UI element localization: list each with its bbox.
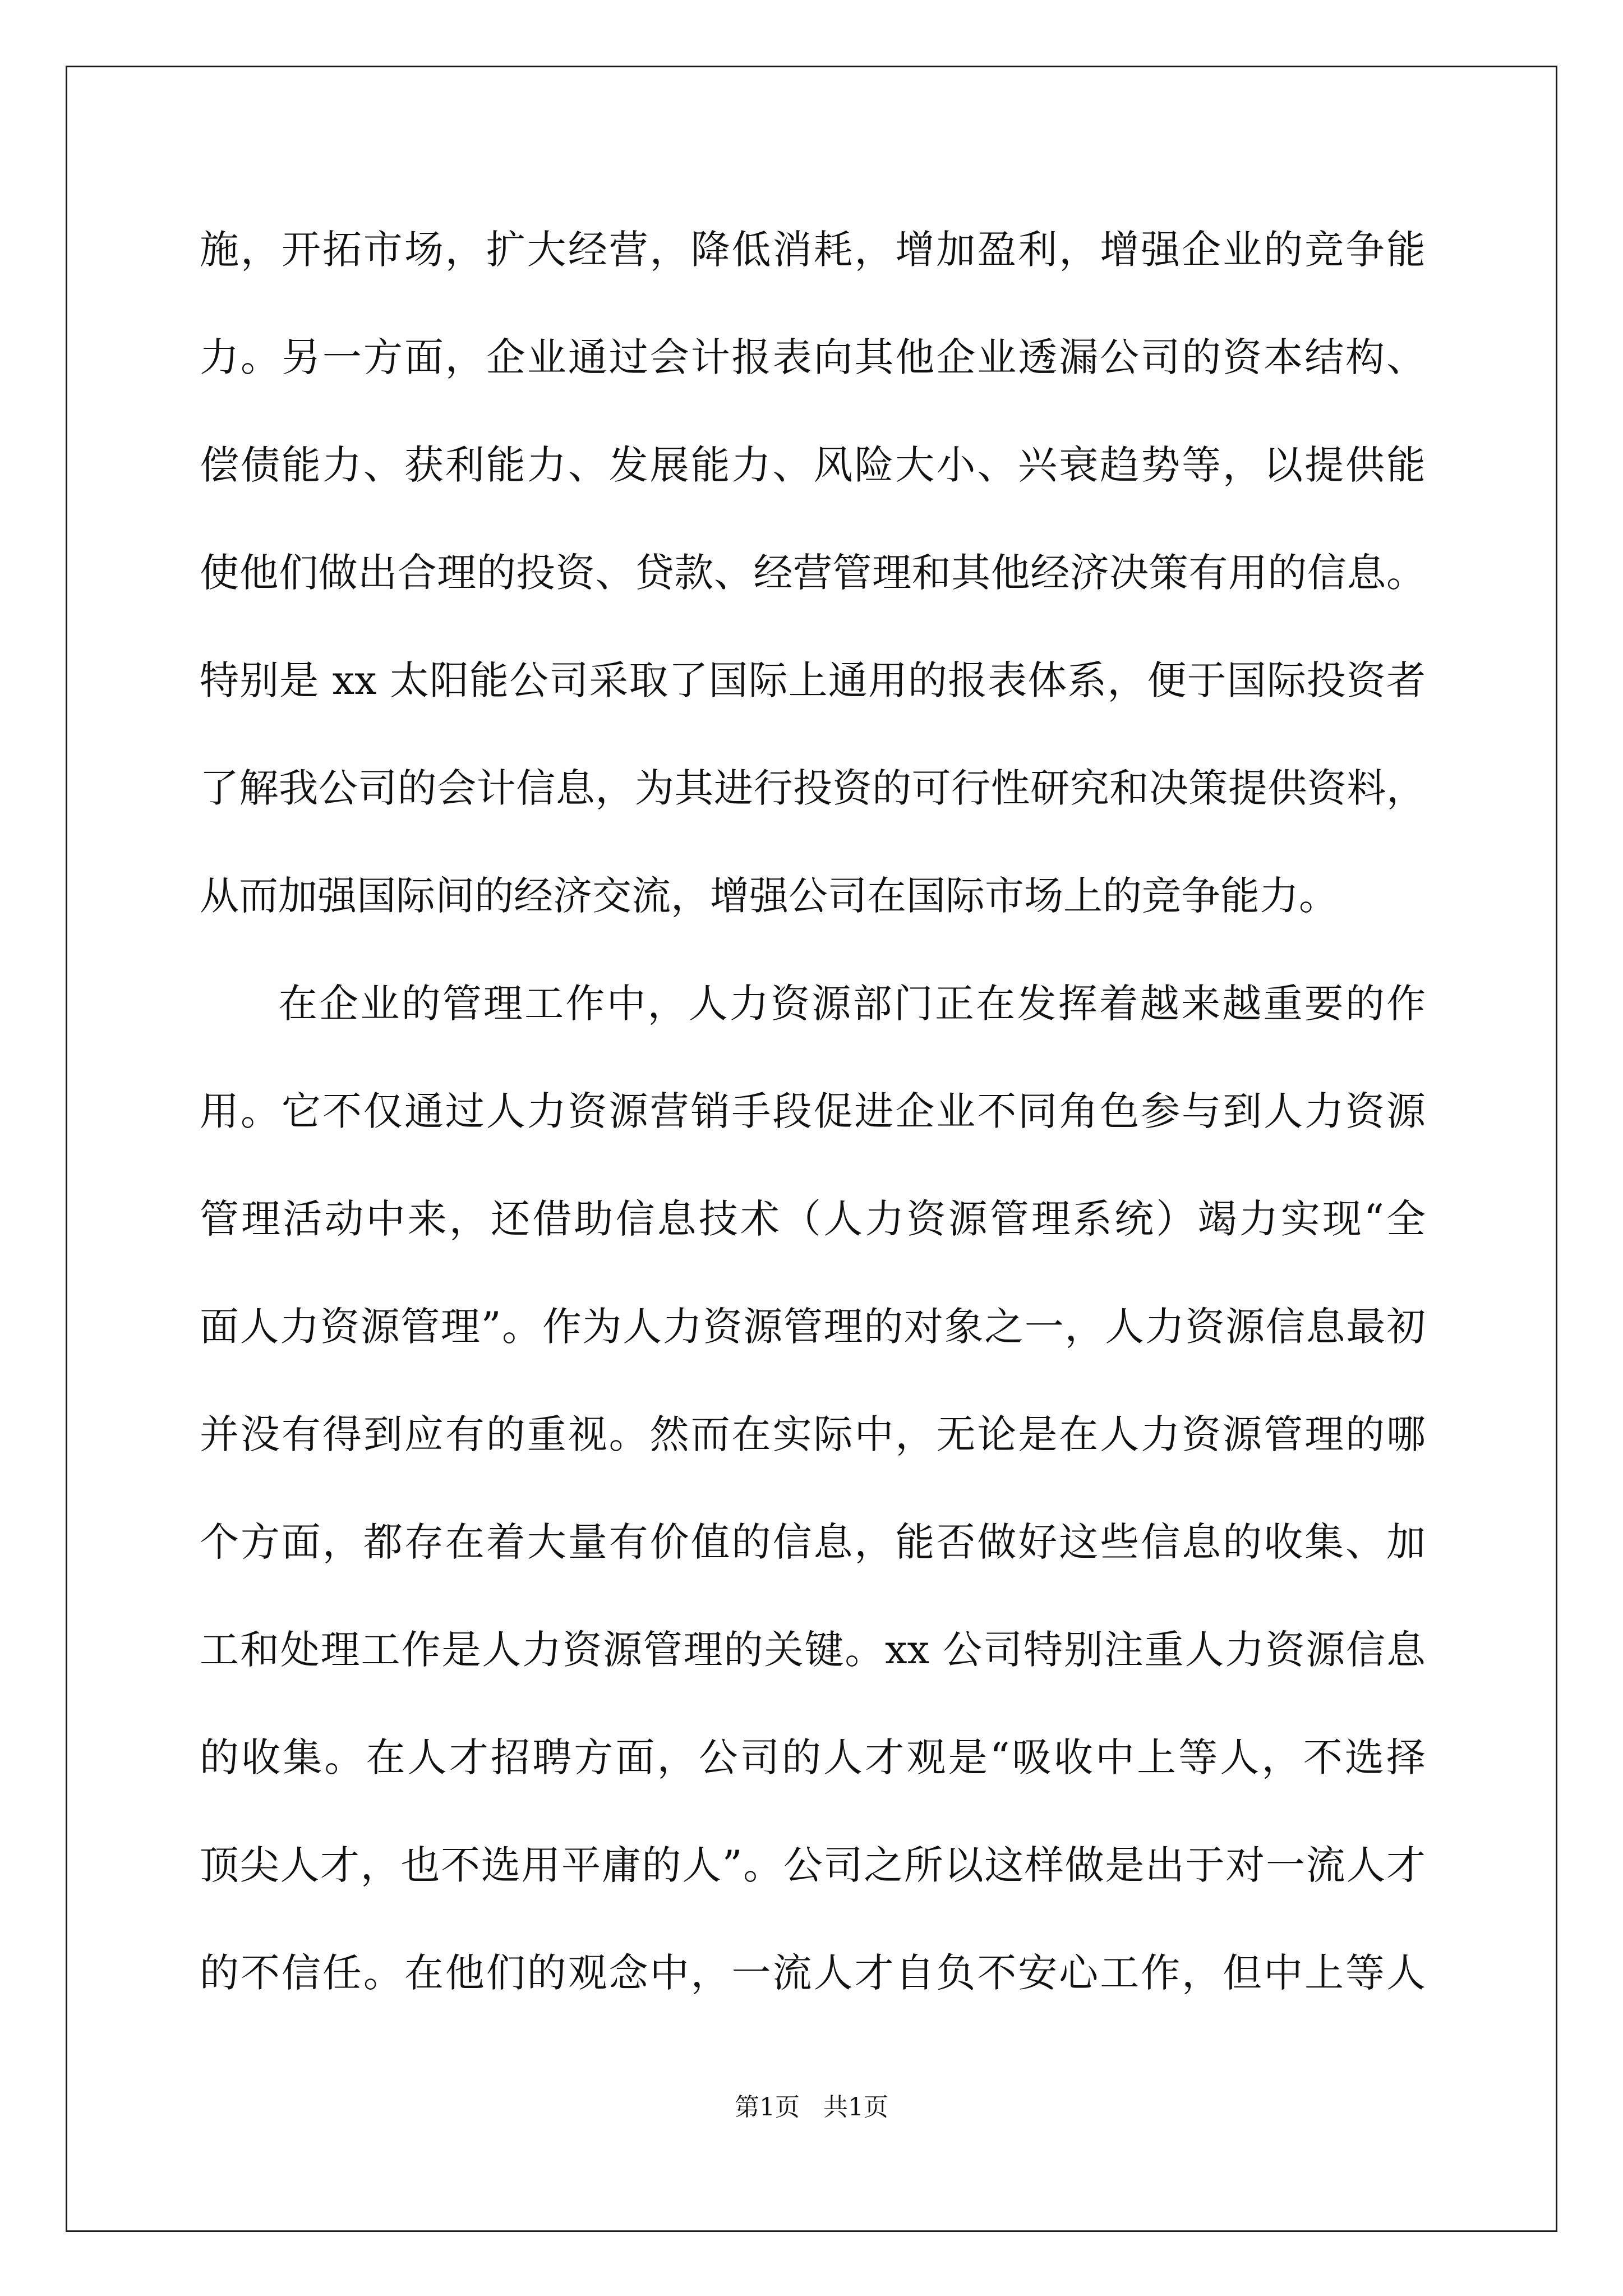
- page-border: [66, 66, 1557, 2232]
- text-line: 了解我公司的会计信息，为其进行投资的可行性研究和决策提供资料，: [200, 765, 1426, 811]
- text-line: 的收集。在人才招聘方面，公司的人才观是“吸收中上等人，不选择: [200, 1734, 1426, 1780]
- text-line: 力。另一方面，企业通过会计报表向其他企业透漏公司的资本结构、: [200, 334, 1426, 380]
- text-line: 偿债能力、获利能力、发展能力、风险大小、兴衰趋势等，以提供能: [200, 442, 1426, 488]
- text-line: 工和处理工作是人力资源管理的关键。xx 公司特别注重人力资源信息: [200, 1627, 1426, 1673]
- text-line: 特别是 xx 太阳能公司采取了国际上通用的报表体系，便于国际投资者: [200, 657, 1426, 703]
- text-line: 并没有得到应有的重视。然而在实际中，无论是在人力资源管理的哪: [200, 1411, 1426, 1457]
- text-line: 施，开拓市场，扩大经营，降低消耗，增加盈利，增强企业的竞争能: [200, 227, 1426, 273]
- text-line: 的不信任。在他们的观念中，一流人才自负不安心工作，但中上等人: [200, 1950, 1426, 1996]
- text-line: 面人力资源管理”。作为人力资源管理的对象之一，人力资源信息最初: [200, 1304, 1426, 1350]
- text-line: 从而加强国际间的经济交流，增强公司在国际市场上的竞争能力。: [200, 873, 1338, 919]
- text-line: 顶尖人才，也不选用平庸的人”。公司之所以这样做是出于对一流人才: [200, 1842, 1426, 1888]
- text-line: 管理活动中来，还借助信息技术（人力资源管理系统）竭力实现“全: [200, 1196, 1426, 1242]
- paragraph-first-line: 在企业的管理工作中，人力资源部门正在发挥着越来越重要的作: [278, 981, 1426, 1027]
- text-line: 个方面，都存在着大量有价值的信息，能否做好这些信息的收集、加: [200, 1519, 1426, 1565]
- text-line: 使他们做出合理的投资、贷款、经营管理和其他经济决策有用的信息。: [200, 550, 1426, 596]
- page-number-footer: 第1页 共1页: [735, 2093, 888, 2122]
- text-line: 用。它不仅通过人力资源营销手段促进企业不同角色参与到人力资源: [200, 1088, 1426, 1134]
